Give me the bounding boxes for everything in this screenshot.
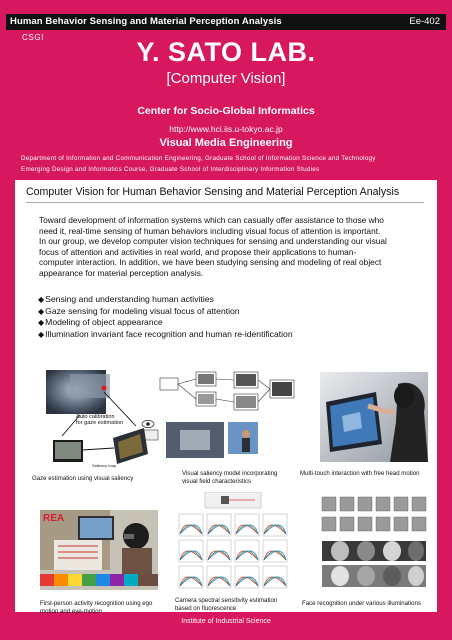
intro-line: appearance for material perception analysis. [39,267,204,278]
svg-text:REA: REA [43,513,65,524]
gaze-label: Saliency map [92,463,117,468]
topic-item: ◆ Sensing and understanding human activities [38,294,293,306]
title-bar [6,14,446,30]
lab-url[interactable]: http://www.hci.iis.u-tokyo.ac.jp [169,124,283,134]
intro-line: computer interaction. In addition, we have been studying sensing and modeling of real object [39,257,382,268]
intro-line: need it, real-time sensing of human behaviors including visual focus of attention is important. [39,225,381,236]
spectral-figure [175,492,293,594]
figure-caption: First-person activity recognition using ego motion and eye-motion [40,600,153,615]
gaze-label: Auto calibration [76,414,115,420]
first-person-figure [40,510,158,590]
figure-caption: Multi-touch interaction with free head motion [300,470,420,477]
intro-line: In our group, we develop computer vision techniques for sensing and understanding our visual [39,236,387,247]
face-recognition-figure [318,495,430,591]
figure-caption: Visual saliency model incorporating visual field characteristics [182,470,278,485]
footer-institute: Institute of Industrial Science [181,618,271,625]
gaze-label: for gaze estimation [76,420,124,426]
content-panel [15,180,437,615]
topic-item: ◆ Gaze sensing for modeling visual focus of attention [38,306,293,318]
topic-item: ◆ Modeling of object appearance [38,317,293,329]
intro-text [39,215,419,279]
topic-item: ◆ Illumination invariant face recognition and human re-identification [38,329,293,341]
group-name: Visual Media Engineering [159,137,293,149]
topic-list [38,294,293,340]
department-line: Department of Information and Communication Engineering, Graduate School of Information Science and Technology [21,155,376,162]
csgi-tag: CSGI [22,33,44,42]
lab-subtitle: [Computer Vision] [166,70,286,87]
poster-code: Ee-402 [409,16,440,27]
section-heading: Computer Vision for Human Behavior Sensing and Material Perception Analysis [26,186,400,198]
intro-line: focus of attention and activities in real world, and propose their applications to human- [39,246,357,257]
departments [21,153,376,175]
gaze-estimation-figure [40,368,165,470]
center-name: Center for Socio-Global Informatics [137,105,315,117]
saliency-model-figure [158,370,298,460]
figure-caption: Gaze estimation using visual saliency [32,475,134,482]
department-line: Emerging Design and Informatics Course, Graduate School of Interdisciplinary Information Studies [21,166,320,173]
intro-line: Toward development of information systems which can casually offer assistance to those who [39,215,384,225]
poster-title: Human Behavior Sensing and Material Perception Analysis [10,16,282,27]
figure-caption: Camera spectral sensitivity estimation based on fluorescence [175,597,278,612]
multi-touch-figure [320,372,428,462]
divider [26,202,424,203]
figure-caption: Face recognition under various illuminations [302,600,421,607]
lab-name: Y. SATO LAB. [136,37,316,67]
